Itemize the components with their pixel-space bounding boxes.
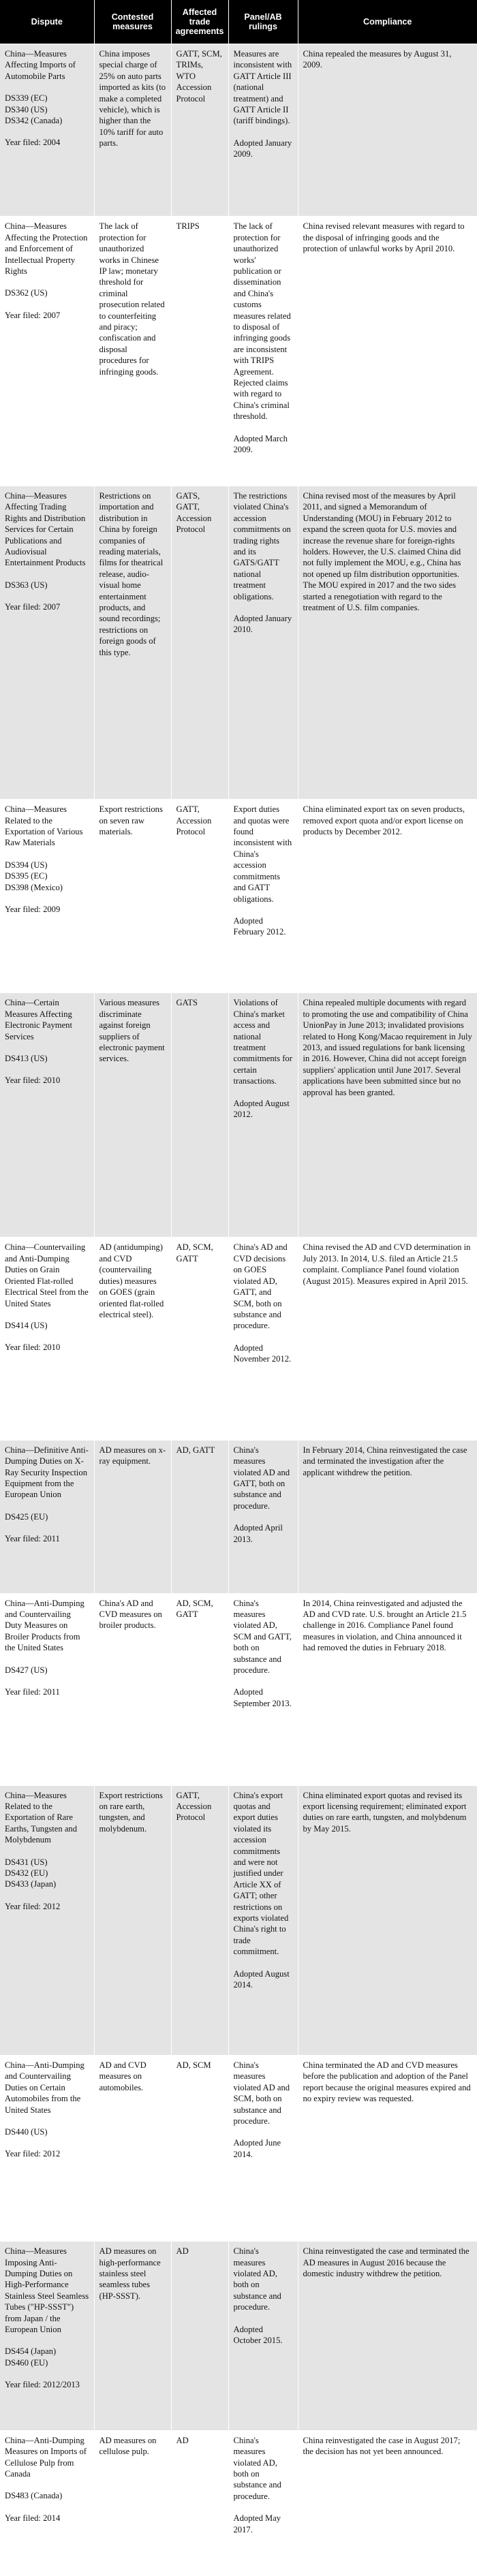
- year-filed: Year filed: 2010: [5, 1075, 61, 1086]
- contested-measures-cell: [94, 1440, 171, 1593]
- trade-agreements-cell: [171, 2242, 228, 2431]
- trade-agreements-text: AD: [176, 2246, 189, 2257]
- ruling-text: The restrictions violated China's accession commitments on trading rights and its GATS/GATT national treatment obligations.: [233, 490, 291, 601]
- table-row: [0, 1238, 477, 1440]
- trade-agreements-text: GATS, GATT, Accession Protocol: [176, 490, 212, 535]
- dispute-title: China—Measures Affecting the Protection and Enforcement of Intellectual Property Rights: [5, 221, 88, 276]
- dispute-cell: [0, 2242, 94, 2431]
- table-row: [0, 993, 477, 1238]
- dispute-cell: [0, 800, 94, 993]
- table-row: [0, 1785, 477, 2056]
- dispute-cell: [0, 217, 94, 486]
- dispute-cell: [0, 1785, 94, 2056]
- ruling-cell: [228, 44, 298, 217]
- dispute-cell: [0, 2430, 94, 2576]
- year-filed: Year filed: 2012: [5, 1901, 61, 1911]
- dispute-title: China—Measures Affecting Imports of Automobile Parts: [5, 49, 76, 81]
- table-row: [0, 44, 477, 217]
- year-filed: Year filed: 2014: [5, 2513, 61, 2523]
- contested-measures-cell: [94, 2242, 171, 2431]
- ruling-text: Measures are inconsistent with GATT Article III (national treatment) and GATT Article II (tariff bindings).: [233, 49, 292, 126]
- contested-measures-text: AD measures on high-performance stainless steel seamless tubes (HP-SSST).: [99, 2246, 161, 2301]
- table-row: [0, 2056, 477, 2242]
- compliance-text: China repealed multiple documents with regard to promoting the use and compatibility of China UnionPay in June 2013; invalidated provisions related to Hong Kong/Macao requirement in July 2013, and issued regulations for bank licensing in 2016. However, China did not accept foreign suppliers' application until June 2017. Several applications have been submitted since but no approval has been granted.: [303, 998, 472, 1097]
- adopted-date: Adopted June 2014.: [233, 2138, 281, 2159]
- table-row: [0, 1440, 477, 1593]
- contested-measures-text: AD (antidumping) and CVD (countervailing duties) measures on GOES (grain oriented flat-rolled electrical steel).: [99, 1242, 164, 1319]
- ruling-cell: [228, 1440, 298, 1593]
- trade-agreements-cell: [171, 486, 228, 799]
- case-number: DS432 (EU): [5, 1868, 48, 1878]
- contested-measures-cell: [94, 1238, 171, 1440]
- trade-agreements-cell: [171, 1593, 228, 1785]
- compliance-cell: [298, 217, 477, 486]
- contested-measures-text: Export restrictions on seven raw materials.: [99, 804, 163, 837]
- year-filed: Year filed: 2011: [5, 1686, 60, 1697]
- ruling-text: China's AD and CVD decisions on GOES violated AD, GATT, and SCM, both on substance and procedure.: [233, 1242, 288, 1331]
- table-row: [0, 217, 477, 486]
- adopted-date: Adopted September 2013.: [233, 1687, 292, 1708]
- compliance-cell: [298, 2056, 477, 2242]
- compliance-text: China eliminated export quotas and revised its export licensing requirement; eliminated export duties on rare earth, tungsten, and molybdenum by May 2015.: [303, 1790, 467, 1834]
- ruling-text: China's measures violated AD, both on substance and procedure.: [233, 2435, 281, 2501]
- table-row: [0, 1593, 477, 1785]
- ruling-cell: [228, 993, 298, 1238]
- case-number: DS460 (EU): [5, 2357, 48, 2368]
- contested-measures-text: The lack of protection for unauthorized works in Chinese IP law; monetary threshold for criminal prosecution related to counterfeiting and piracy; confiscation and disposal procedures for infringing goods.: [99, 221, 165, 377]
- adopted-date: Adopted May 2017.: [233, 2513, 281, 2534]
- dispute-title: China—Measures Affecting Trading Rights and Distribution Services for Certain Publications and Audiovisual Entertainment Products: [5, 490, 86, 568]
- case-number: DS395 (EC): [5, 871, 48, 881]
- trade-agreements-text: AD: [176, 2435, 189, 2445]
- ruling-text: China's measures violated AD and GATT, both on substance and procedure.: [233, 1445, 290, 1511]
- header-contested-measures: Contested measures: [94, 0, 171, 44]
- contested-measures-text: Various measures discriminate against foreign suppliers of electronic payment services.: [99, 998, 165, 1064]
- contested-measures-text: China's AD and CVD measures on broiler products.: [99, 1598, 162, 1631]
- dispute-cell: [0, 44, 94, 217]
- table-row: [0, 486, 477, 799]
- adopted-date: Adopted January 2009.: [233, 138, 292, 159]
- case-number: DS483 (Canada): [5, 2491, 63, 2501]
- contested-measures-text: Export restrictions on rare earth, tungsten, and molybdenum.: [99, 1790, 163, 1834]
- adopted-date: Adopted August 2014.: [233, 1968, 290, 1990]
- compliance-cell: [298, 1238, 477, 1440]
- adopted-date: Adopted November 2012.: [233, 1342, 292, 1364]
- trade-agreements-cell: [171, 2430, 228, 2576]
- case-number: DS454 (Japan): [5, 2346, 57, 2357]
- compliance-cell: [298, 800, 477, 993]
- trade-agreements-cell: [171, 800, 228, 993]
- case-number: DS394 (US): [5, 860, 48, 870]
- compliance-cell: [298, 1593, 477, 1785]
- year-filed: Year filed: 2009: [5, 905, 61, 915]
- table-row: [0, 800, 477, 993]
- table-header: [0, 0, 477, 44]
- dispute-title: China—Measures Imposing Anti-Dumping Duties on High-Performance Stainless Steel Seamless Tubes ("HP-SSST") from Japan / the European Union: [5, 2246, 89, 2335]
- compliance-text: In February 2014, China reinvestigated the case and terminated the investigation after the applicant withdrew the petition.: [303, 1445, 467, 1477]
- adopted-date: Adopted April 2013.: [233, 1523, 283, 1544]
- case-number: DS431 (US): [5, 1857, 48, 1867]
- year-filed: Year filed: 2012: [5, 2149, 61, 2159]
- case-number: DS398 (Mexico): [5, 882, 63, 892]
- contested-measures-cell: [94, 486, 171, 799]
- dispute-cell: [0, 1440, 94, 1593]
- contested-measures-text: Restrictions on importation and distribution in China by foreign companies of reading materials, films for theatrical release, audio-visual home entertainment products, and sound recordings; restrictions on foreign goods of this type.: [99, 490, 164, 657]
- ruling-text: Violations of China's market access and national treatment commitments for certain transactions.: [233, 998, 292, 1086]
- adopted-date: Adopted October 2015.: [233, 2324, 283, 2346]
- trade-agreements-text: GATT, Accession Protocol: [176, 1790, 212, 1823]
- ruling-text: China's measures violated AD, both on substance and procedure.: [233, 2246, 281, 2312]
- year-filed: Year filed: 2007: [5, 310, 61, 320]
- ruling-cell: [228, 800, 298, 993]
- ruling-cell: [228, 2430, 298, 2576]
- trade-agreements-cell: [171, 44, 228, 217]
- contested-measures-text: AD and CVD measures on automobiles.: [99, 2060, 147, 2092]
- ruling-cell: [228, 1785, 298, 2056]
- table-body: [0, 44, 477, 2576]
- ruling-cell: [228, 2242, 298, 2431]
- ruling-text: China's export quotas and export duties violated its accession commitments and were not justified under Article XX of GATT; other restrictions on exports violated China's right to trade commitment.: [233, 1790, 289, 1957]
- ruling-text: China's measures violated AD and SCM, both on substance and procedure.: [233, 2060, 290, 2126]
- header-panel-ab-rulings: Panel/AB rulings: [228, 0, 298, 44]
- compliance-cell: [298, 993, 477, 1238]
- dispute-cell: [0, 2056, 94, 2242]
- dispute-cell: [0, 486, 94, 799]
- case-number: DS342 (Canada): [5, 116, 63, 126]
- trade-agreements-text: AD, SCM, GATT: [176, 1242, 213, 1263]
- ruling-cell: [228, 486, 298, 799]
- ruling-text: Export duties and quotas were found inconsistent with China's accession commitments and GATT obligations.: [233, 804, 292, 904]
- compliance-text: China revised most of the measures by April 2011, and signed a Memorandum of Understanding (MOU) in February 2012 to expand the screen quota for U.S. movies and increase the revenue share for foreign-rights holders. However, the U.S. claimed China did not fully implement the MOU, e.g., China has not opened up film distribution opportunities. The MOU expired in 2017 and the two sides started a renegotiation with regard to the treatment of U.S. film companies.: [303, 490, 461, 612]
- case-number: DS427 (US): [5, 1665, 48, 1675]
- compliance-text: China terminated the AD and CVD measures before the publication and adoption of the Panel report because the original measures expired and no expiry review was requested.: [303, 2060, 471, 2104]
- year-filed: Year filed: 2007: [5, 602, 61, 612]
- dispute-title: China—Measures Related to the Exportation of Rare Earths, Tungsten and Molybdenum: [5, 1790, 78, 1845]
- contested-measures-cell: [94, 993, 171, 1238]
- header-dispute: Dispute: [0, 0, 94, 44]
- compliance-cell: [298, 44, 477, 217]
- case-number: DS339 (EC): [5, 93, 48, 104]
- year-filed: Year filed: 2004: [5, 138, 61, 148]
- trade-agreements-cell: [171, 2056, 228, 2242]
- contested-measures-cell: [94, 2430, 171, 2576]
- case-number: DS425 (EU): [5, 1511, 48, 1522]
- compliance-text: China revised relevant measures with regard to the disposal of infringing goods and the protection of unlawful works by April 2010.: [303, 221, 465, 254]
- ruling-cell: [228, 1238, 298, 1440]
- compliance-cell: [298, 1785, 477, 2056]
- dispute-title: China—Anti-Dumping and Countervailing Duties on Certain Automobiles from the United States: [5, 2060, 84, 2115]
- dispute-title: China—Certain Measures Affecting Electronic Payment Services: [5, 998, 72, 1041]
- ruling-cell: [228, 217, 298, 486]
- table-row: [0, 2242, 477, 2431]
- contested-measures-cell: [94, 2056, 171, 2242]
- trade-agreements-text: AD, GATT: [176, 1445, 215, 1455]
- dispute-cell: [0, 1238, 94, 1440]
- ruling-text: China's measures violated AD, SCM and GATT, both on substance and procedure.: [233, 1598, 292, 1675]
- trade-agreements-cell: [171, 1238, 228, 1440]
- dispute-cell: [0, 1593, 94, 1785]
- header-affected-trade-agreements: Affected trade agreements: [171, 0, 228, 44]
- contested-measures-cell: [94, 800, 171, 993]
- trade-agreements-text: TRIPS: [176, 221, 200, 232]
- contested-measures-text: AD measures on cellulose pulp.: [99, 2435, 157, 2457]
- case-number: DS363 (US): [5, 580, 48, 590]
- contested-measures-cell: [94, 217, 171, 486]
- ruling-text: The lack of protection for unauthorized works' publication or dissemination and China's customs measures related to disposal of infringing goods are inconsistent with TRIPS Agreement. Rejected claims with regard to China's criminal threshold.: [233, 221, 291, 422]
- trade-agreements-text: AD, SCM, GATT: [176, 1598, 213, 1619]
- compliance-cell: [298, 2242, 477, 2431]
- header-compliance: Compliance: [298, 0, 477, 44]
- trade-agreements-cell: [171, 1785, 228, 2056]
- contested-measures-text: China imposes special charge of 25% on auto parts imported as kits (to make a completed vehicle), which is higher than the 10% tariff for auto parts.: [99, 49, 166, 148]
- trade-agreements-cell: [171, 993, 228, 1238]
- compliance-text: China reinvestigated the case in August 2017; the decision has not yet been announced.: [303, 2435, 461, 2457]
- dispute-title: China—Definitive Anti-Dumping Duties on X-Ray Security Inspection Equipment from the European Union: [5, 1445, 89, 1500]
- year-filed: Year filed: 2011: [5, 1534, 60, 1544]
- adopted-date: Adopted March 2009.: [233, 433, 288, 455]
- trade-agreements-text: GATS: [176, 998, 198, 1008]
- compliance-cell: [298, 2430, 477, 2576]
- contested-measures-cell: [94, 1593, 171, 1785]
- compliance-text: China reinvestigated the case and terminated the AD measures in August 2016 because the domestic industry withdrew the petition.: [303, 2246, 470, 2278]
- dispute-title: China—Anti-Dumping Measures on Imports of Cellulose Pulp from Canada: [5, 2435, 87, 2479]
- compliance-text: China repealed the measures by August 31, 2009.: [303, 49, 452, 70]
- ruling-cell: [228, 2056, 298, 2242]
- contested-measures-cell: [94, 44, 171, 217]
- case-number: DS440 (US): [5, 2127, 48, 2137]
- case-number: DS414 (US): [5, 1320, 48, 1330]
- dispute-cell: [0, 993, 94, 1238]
- compliance-cell: [298, 486, 477, 799]
- adopted-date: Adopted February 2012.: [233, 915, 286, 937]
- table-row: [0, 2430, 477, 2576]
- adopted-date: Adopted January 2010.: [233, 613, 292, 635]
- compliance-cell: [298, 1440, 477, 1593]
- year-filed: Year filed: 2010: [5, 1342, 61, 1353]
- case-number: DS413 (US): [5, 1054, 48, 1064]
- dispute-title: China—Measures Related to the Exportation of Various Raw Materials: [5, 804, 83, 848]
- header-row: [0, 0, 477, 44]
- trade-agreements-cell: [171, 217, 228, 486]
- trade-agreements-text: GATT, SCM, TRIMs, WTO Accession Protocol: [176, 49, 222, 104]
- trade-agreements-cell: [171, 1440, 228, 1593]
- trade-agreements-text: AD, SCM: [176, 2060, 211, 2071]
- case-number: DS340 (US): [5, 104, 48, 114]
- compliance-text: In 2014, China reinvestigated and adjusted the AD and CVD rate. U.S. brought an Article 21.5 challenge in 2016. Compliance Panel found measures in violation, and China announced it had removed the duties in February 2018.: [303, 1598, 467, 1653]
- case-number: DS362 (US): [5, 288, 48, 298]
- dispute-title: China—Anti-Dumping and Countervailing Duty Measures on Broiler Products from the United States: [5, 1598, 84, 1653]
- case-number: DS433 (Japan): [5, 1879, 57, 1889]
- trade-agreements-text: GATT, Accession Protocol: [176, 804, 212, 837]
- adopted-date: Adopted August 2012.: [233, 1098, 290, 1120]
- dispute-title: China—Countervailing and Anti-Dumping Duties on Grain Oriented Flat-rolled Electrical Steel from the United States: [5, 1242, 89, 1308]
- compliance-text: China revised the AD and CVD determination in July 2013. In 2014, U.S. filed an Article 21.5 complaint. Compliance Panel found violation (August 2015). Measures expired in April 2015.: [303, 1242, 471, 1286]
- contested-measures-cell: [94, 1785, 171, 2056]
- compliance-text: China eliminated export tax on seven products, removed export quota and/or export license on products by December 2012.: [303, 804, 465, 837]
- year-filed: Year filed: 2012/2013: [5, 2380, 80, 2390]
- contested-measures-text: AD measures on x-ray equipment.: [99, 1445, 166, 1466]
- ruling-cell: [228, 1593, 298, 1785]
